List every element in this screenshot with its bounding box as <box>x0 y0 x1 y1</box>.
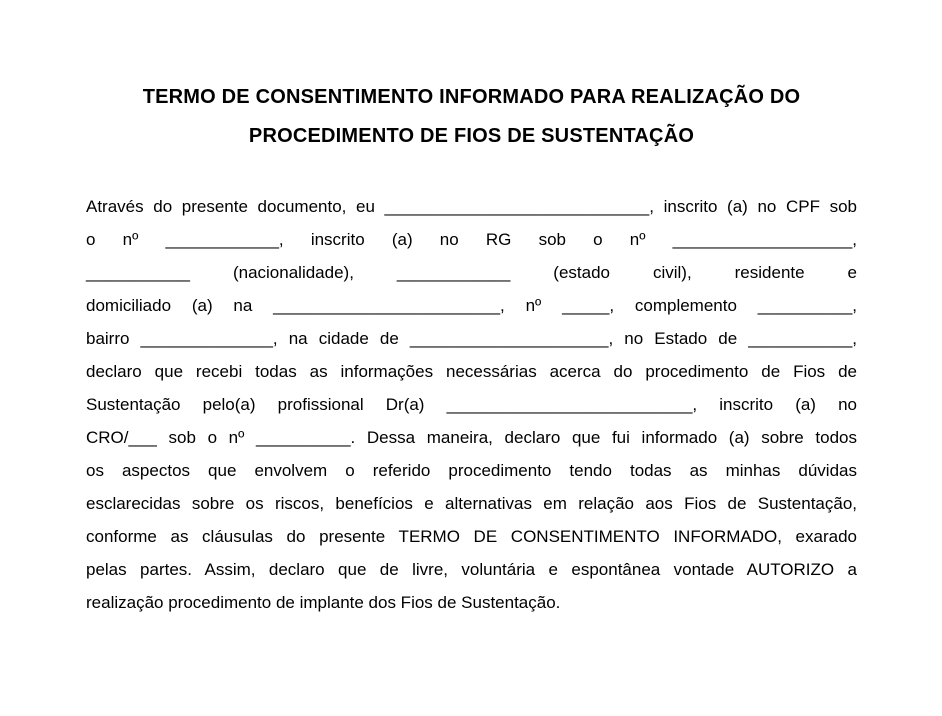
paragraph-line: domiciliado (a) na ________________________, nº _____, complemento __________, <box>86 296 857 315</box>
paragraph-line: o nº ____________, inscrito (a) no RG sob o nº ___________________, <box>86 230 857 249</box>
paragraph-line: conforme as cláusulas do presente TERMO DE CONSENTIMENTO INFORMADO, exarado <box>86 527 857 546</box>
document-title <box>86 78 857 156</box>
paragraph-line: ___________ (nacionalidade), ____________ (estado civil), residente e <box>86 263 857 282</box>
paragraph-line: esclarecidas sobre os riscos, benefícios e alternativas em relação aos Fios de Sustentação, <box>86 494 857 513</box>
paragraph-line: os aspectos que envolvem o referido procedimento tendo todas as minhas dúvidas <box>86 461 857 480</box>
document-title-line-2: PROCEDIMENTO DE FIOS DE SUSTENTAÇÃO <box>248 125 695 147</box>
paragraph-line: Sustentação pelo(a) profissional Dr(a) __________________________, inscrito (a) no <box>86 395 857 414</box>
paragraph-line: declaro que recebi todas as informações necessárias acerca do procedimento de Fios de <box>86 362 857 381</box>
paragraph-line: CRO/___ sob o nº __________. Dessa maneira, declaro que fui informado (a) sobre todos <box>86 428 857 447</box>
paragraph-line: pelas partes. Assim, declaro que de livre, voluntária e espontânea vontade AUTORIZO a <box>86 560 857 579</box>
consent-paragraph <box>86 190 857 619</box>
paragraph-line: realização procedimento de implante dos Fios de Sustentação. <box>86 593 561 612</box>
document-content <box>86 78 857 619</box>
document-title-line-1: TERMO DE CONSENTIMENTO INFORMADO PARA REALIZAÇÃO DO <box>142 86 801 108</box>
paragraph-line: bairro ______________, na cidade de _____________________, no Estado de ___________, <box>86 329 857 348</box>
document-page <box>0 78 942 716</box>
paragraph-line: Através do presente documento, eu ____________________________, inscrito (a) no CPF sob <box>86 197 857 216</box>
